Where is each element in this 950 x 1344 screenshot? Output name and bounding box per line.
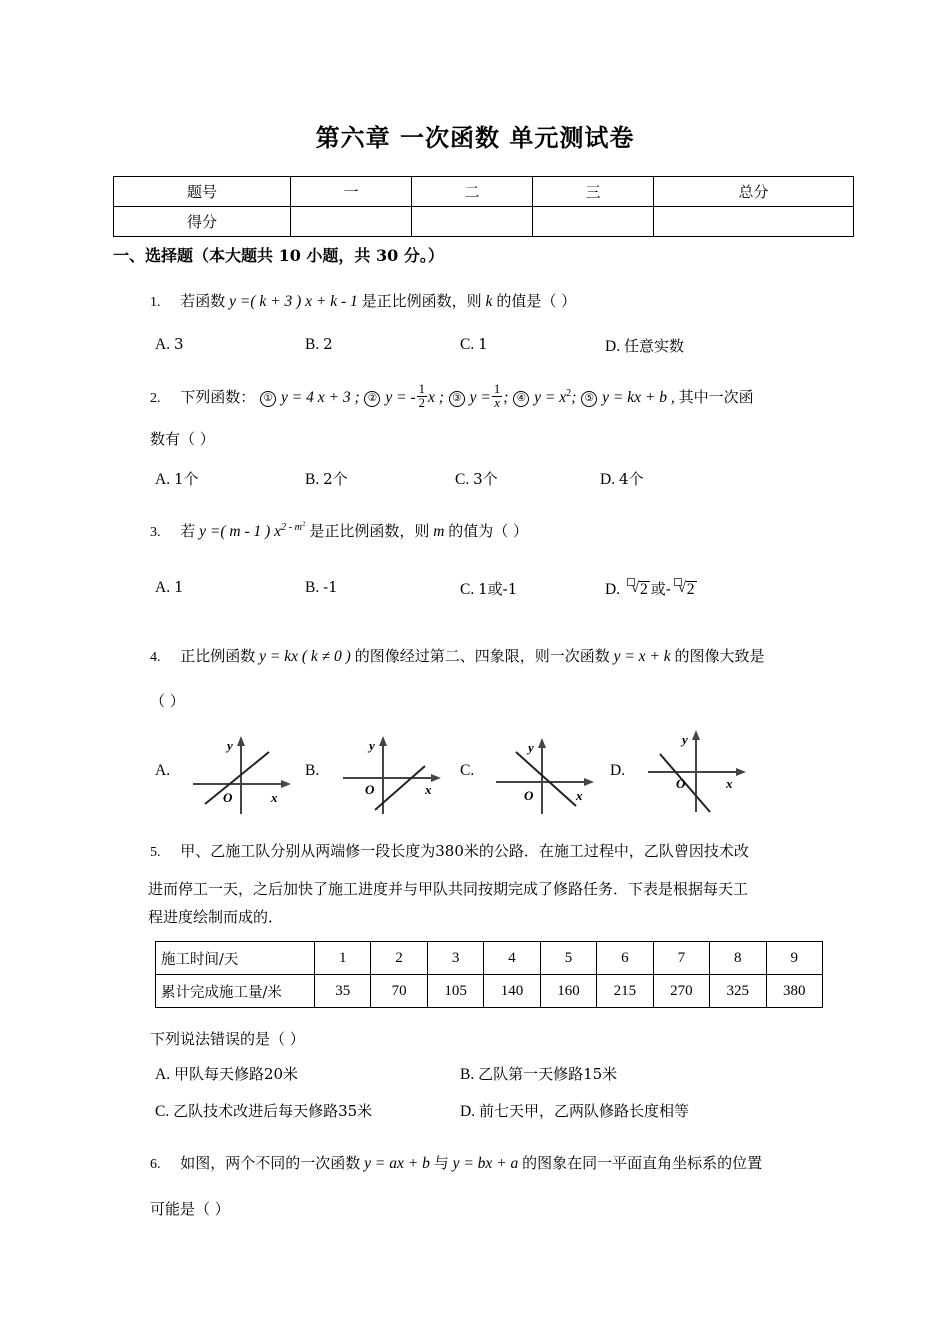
graph-option-c[interactable] [460,726,630,818]
question-exponent: 2 - m2 [281,520,306,533]
page-title: 第六章 一次函数 单元测试卷 [315,123,635,152]
option-d[interactable]: D. 前七天甲，乙两队修路长度相等 [460,1102,689,1120]
question-math: y =( m - 1 ) x [199,523,282,540]
svg-text:x: x [726,776,733,791]
coordinate-graph-c [488,726,608,818]
question-2-line2: 数有（ ） [150,430,215,448]
question-number: 1. [150,295,161,310]
day-cell: 8 [710,942,766,975]
item-marker-2: ② [364,391,380,407]
option-c[interactable]: C. 3个 [455,470,498,488]
option-a[interactable]: A. 甲队每天修路20米 [155,1065,299,1083]
svg-text:O: O [365,782,375,797]
question-text-2: 的图象在同一平面直角坐标系的位置 [522,1154,763,1172]
item-4: y = x [534,389,567,406]
amount-cell: 215 [597,975,653,1008]
graph-option-d[interactable] [610,726,780,818]
option-a[interactable]: A. 1个 [155,470,199,488]
question-text: 若 [180,522,196,540]
item-3-pre: y = [469,389,491,406]
question-text: 如图，两个不同的一次函数 [180,1154,361,1172]
score-table-cell [533,207,654,237]
svg-text:O: O [524,788,534,803]
question-lead: 下列函数： [180,388,256,406]
question-math-a: y = ax + b [364,1155,430,1172]
table-row [156,942,823,975]
radical-icon-2: √ 2 [672,581,697,599]
score-table-cell: 三 [533,177,654,207]
question-text-3: 的值是（ ） [496,292,577,310]
option-b[interactable]: B. 2个 [305,470,348,488]
amount-cell: 140 [484,975,540,1008]
fraction-one-over-x: $\frac{1}{x}$ [493,382,501,411]
day-cell: 9 [766,942,823,975]
svg-text:x: x [576,788,583,803]
question-number: 5. [150,845,161,860]
table-row [114,207,854,237]
question-1 [150,290,576,311]
score-table-cell: 得分 [114,207,291,237]
amount-cell: 160 [540,975,596,1008]
question-text-2: 是正比例函数，则 [361,292,482,310]
question-5-prompt: 下列说法错误的是（ ） [150,1030,305,1048]
question-tail: 其中一次函 [678,388,754,406]
graph-option-b[interactable] [305,726,475,818]
item-marker-1: ① [260,391,276,407]
row-header-days: 施工时间/天 [156,942,315,975]
coordinate-graph-a [183,726,303,818]
question-text-2: 的图像经过第二、四象限，则一次函数 [354,647,610,665]
score-table-cell [291,207,412,237]
row-header-amount: 累计完成施工量/米 [156,975,315,1008]
item-marker-5: ⑤ [581,391,597,407]
question-number: 4. [150,650,161,665]
question-math: y =( k + 3 ) x + k - 1 [229,293,358,310]
question-6-line2: 可能是（ ） [150,1200,230,1218]
item-4-post: ; [571,389,577,406]
score-table-cell: 二 [412,177,533,207]
question-number: 2. [150,391,161,406]
question-2 [150,383,754,411]
score-table-cell [654,207,854,237]
question-text: 正比例函数 [180,647,256,665]
question-number: 6. [150,1157,161,1172]
score-table-cell: 一 [291,177,412,207]
item-marker-3: ③ [449,391,465,407]
svg-text:x: x [425,782,432,797]
item-1: y = 4 x + 3 ; [281,389,360,406]
option-b[interactable]: B. 2 [305,335,333,353]
option-d[interactable]: D. √ 2 或- √ 2 [605,580,695,598]
amount-cell: 70 [371,975,427,1008]
question-5-options-row2 [150,1100,870,1124]
svg-text:O: O [223,790,233,805]
section-heading: 一、选择题（本大题共 10 小题，共 30 分。） [113,246,444,265]
construction-progress-table [155,941,823,1008]
question-number: 3. [150,525,161,540]
table-row [156,975,823,1008]
day-cell: 6 [597,942,653,975]
option-label: A. [155,762,171,779]
svg-text:y: y [369,738,375,753]
table-row [114,177,854,207]
amount-cell: 35 [315,975,371,1008]
score-table-cell: 题号 [114,177,291,207]
question-2-options [150,468,870,492]
question-var: k [485,293,493,310]
score-table-cell: 总分 [654,177,854,207]
option-a[interactable]: A. 3 [155,335,184,353]
amount-cell: 325 [710,975,766,1008]
day-cell: 4 [484,942,540,975]
score-table-cell [412,207,533,237]
question-6 [150,1152,762,1173]
question-math-b: y = x + k [613,648,671,665]
svg-text:y: y [528,740,534,755]
question-math-b: y = bx + a [452,1155,519,1172]
option-d[interactable]: D. 4个 [600,470,644,488]
option-d[interactable]: D. 任意实数 [605,337,684,355]
radical-icon: √ 2 [625,581,650,599]
question-4-graph-options [150,726,870,818]
amount-cell: 105 [427,975,483,1008]
option-label: B. [305,762,320,779]
question-5-options-row1 [150,1063,870,1087]
question-math-a: y = kx ( k ≠ 0 ) [259,648,351,665]
day-cell: 1 [315,942,371,975]
question-5 [150,840,749,861]
question-5-line2: 进而停工一天，之后加快了施工进度并与甲队共同按期完成了修路任务．下表是根据每天工 [148,880,749,898]
question-4-line2: （ ） [150,692,185,710]
question-3-options [150,578,870,602]
question-text: 若函数 [180,292,226,310]
svg-text:x: x [271,790,278,805]
item-marker-4: ④ [513,391,529,407]
item-2-post: x ; [427,389,444,406]
item-3-post: ; [503,389,509,406]
day-cell: 7 [653,942,709,975]
question-3 [150,520,528,541]
amount-cell: 380 [766,975,823,1008]
coordinate-graph-d [638,726,758,818]
day-cell: 5 [540,942,596,975]
option-label: C. [460,762,475,779]
question-1-options [150,335,870,359]
item-2-pre: y = - [385,389,416,406]
fraction-one-half: $\frac{1}{2}$ [418,382,425,411]
coordinate-graph-b [333,726,453,818]
question-text-3: 的值为（ ） [448,522,529,540]
option-b[interactable]: B. 乙队第一天修路15米 [460,1065,618,1083]
question-line-1: 甲、乙施工队分别从两端修一段长度为380米的公路．在施工过程中，乙队曾因技术改 [180,842,749,860]
option-label: D. [610,762,626,779]
question-5-line3: 程进度绘制而成的． [148,908,284,926]
option-c[interactable]: C. 乙队技术改进后每天修路35米 [155,1102,373,1120]
day-cell: 3 [427,942,483,975]
svg-text:y: y [227,738,233,753]
score-table [113,176,854,237]
option-c[interactable]: C. 1或-1 [460,580,518,598]
svg-text:O: O [676,776,686,791]
item-5: y = kx + b , [602,389,675,406]
option-c[interactable]: C. 1 [460,335,488,353]
question-text-2: 是正比例函数，则 [309,522,430,540]
option-b[interactable]: B. -1 [305,578,338,596]
svg-text:y: y [682,732,688,747]
question-var: m [433,523,445,540]
question-mid: 与 [433,1154,449,1172]
question-4 [150,645,765,666]
day-cell: 2 [371,942,427,975]
option-a[interactable]: A. 1 [155,578,184,596]
graph-option-a[interactable] [155,726,325,818]
amount-cell: 270 [653,975,709,1008]
item-4-exponent: 2 [566,387,572,399]
question-text-3: 的图像大致是 [674,647,765,665]
